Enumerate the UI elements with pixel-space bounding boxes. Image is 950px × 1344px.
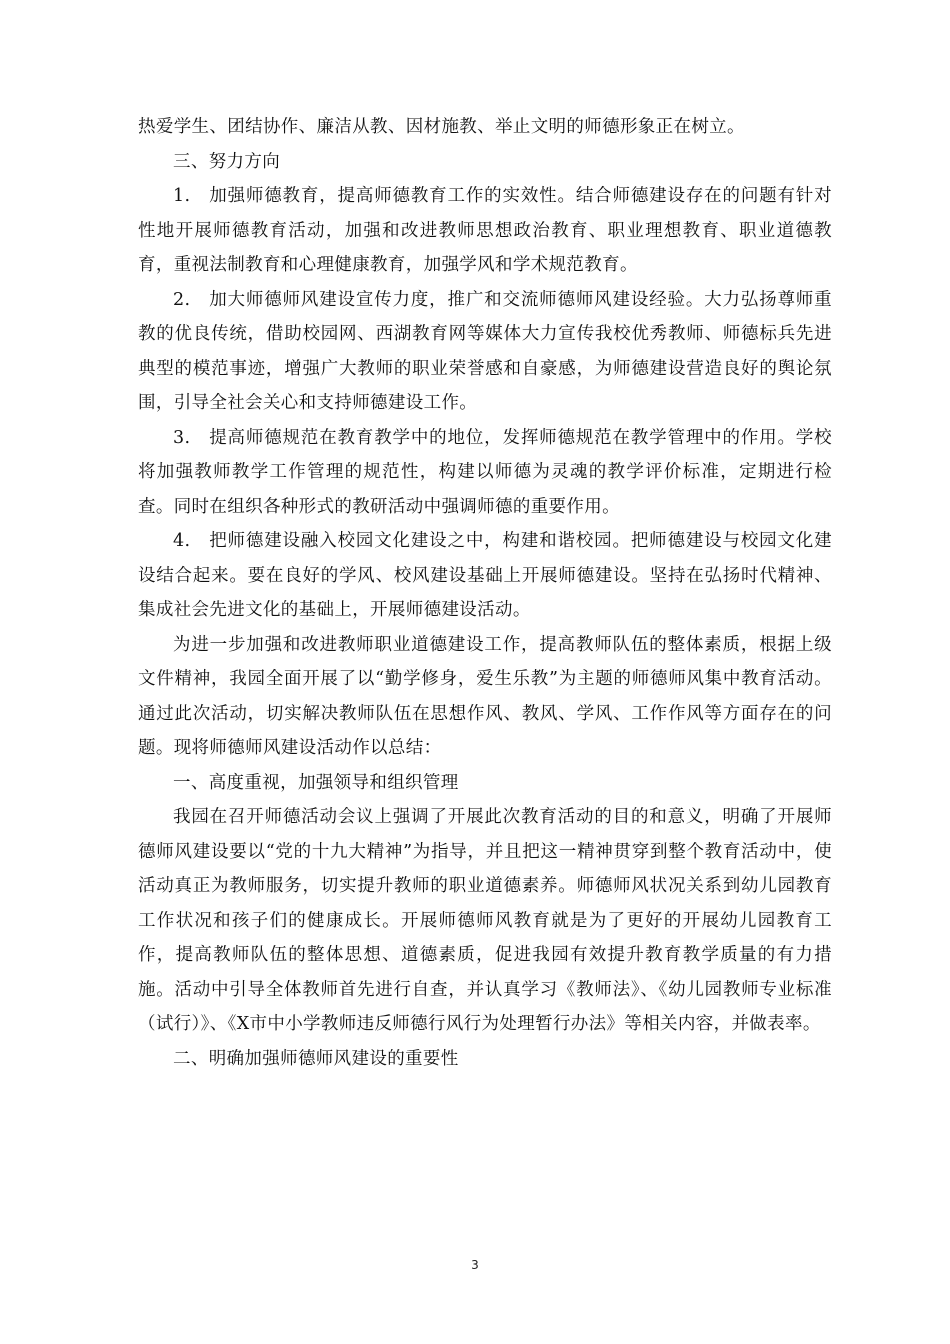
section-heading-importance: 二、明确加强师德师风建设的重要性 (173, 1048, 459, 1069)
section-heading-leadership: 一、高度重视，加强领导和组织管理 (173, 772, 459, 793)
document-body (138, 110, 832, 1076)
paragraph-item-2: 2. 加大师德师风建设宣传力度，推广和交流师德师风建设经验。大力弘扬尊师重教的优良传统，借助校园网、西湖教育网等媒体大力宣传我校优秀教师、师德标兵先进典型的模范事迹，增强广大教师的职业荣誉感和自豪感，为师德建设营造良好的舆论氛围，引导全社会关心和支持师德建设工作。 (138, 289, 832, 413)
paragraph-item-4: 4. 把师德建设融入校园文化建设之中，构建和谐校园。把师德建设与校园文化建设结合起来。要在良好的学风、校风建设基础上开展师德建设。坚持在弘扬时代精神、集成社会先进文化的基础上，开展师德建设活动。 (138, 531, 832, 620)
page-number: 3 (471, 1258, 479, 1272)
paragraph-continuation: 热爱学生、团结协作、廉洁从教、因材施教、举止文明的师德形象正在树立。 (138, 117, 745, 137)
section-heading-direction: 三、努力方向 (173, 151, 281, 172)
paragraph-intro: 为进一步加强和改进教师职业道德建设工作，提高教师队伍的整体素质，根据上级文件精神，我园全面开展了以“勤学修身，爱生乐教”为主题的师德师风集中教育活动。通过此次活动，切实解决教师队伍在思想作风、教风、学风、工作作风等方面存在的问题。现将师德师风建设活动作以总结： (138, 634, 832, 758)
paragraph-item-3: 3. 提高师德规范在教育教学中的地位，发挥师德规范在教学管理中的作用。学校将加强教师教学工作管理的规范性，构建以师德为灵魂的教学评价标准，定期进行检查。同时在组织各种形式的教研活动中强调师德的重要作用。 (138, 427, 832, 517)
paragraph-leadership: 我园在召开师德活动会议上强调了开展此次教育活动的目的和意义，明确了开展师德师风建设要以“党的十九大精神”为指导，并且把这一精神贯穿到整个教育活动中，使活动真正为教师服务，切实提升教师的职业道德素养。师德师风状况关系到幼儿园教育工作状况和孩子们的健康成长。开展师德师风教育就是为了更好的开展幼儿园教育工作，提高教师队伍的整体思想、道德素质，促进我园有效提升教育教学质量的有力措施。活动中引导全体教师首先进行自查，并认真学习《教师法》、《幼儿园教师专业标准（试行）》、《X市中小学教师违反师德行风行为处理暂行办法》等相关内容，并做表率。 (138, 807, 832, 1034)
paragraph-item-1: 1. 加强师德教育，提高师德教育工作的实效性。结合师德建设存在的问题有针对性地开展师德教育活动，加强和改进教师思想政治教育、职业理想教育、职业道德教育，重视法制教育和心理健康教育，加强学风和学术规范教育。 (138, 186, 832, 275)
